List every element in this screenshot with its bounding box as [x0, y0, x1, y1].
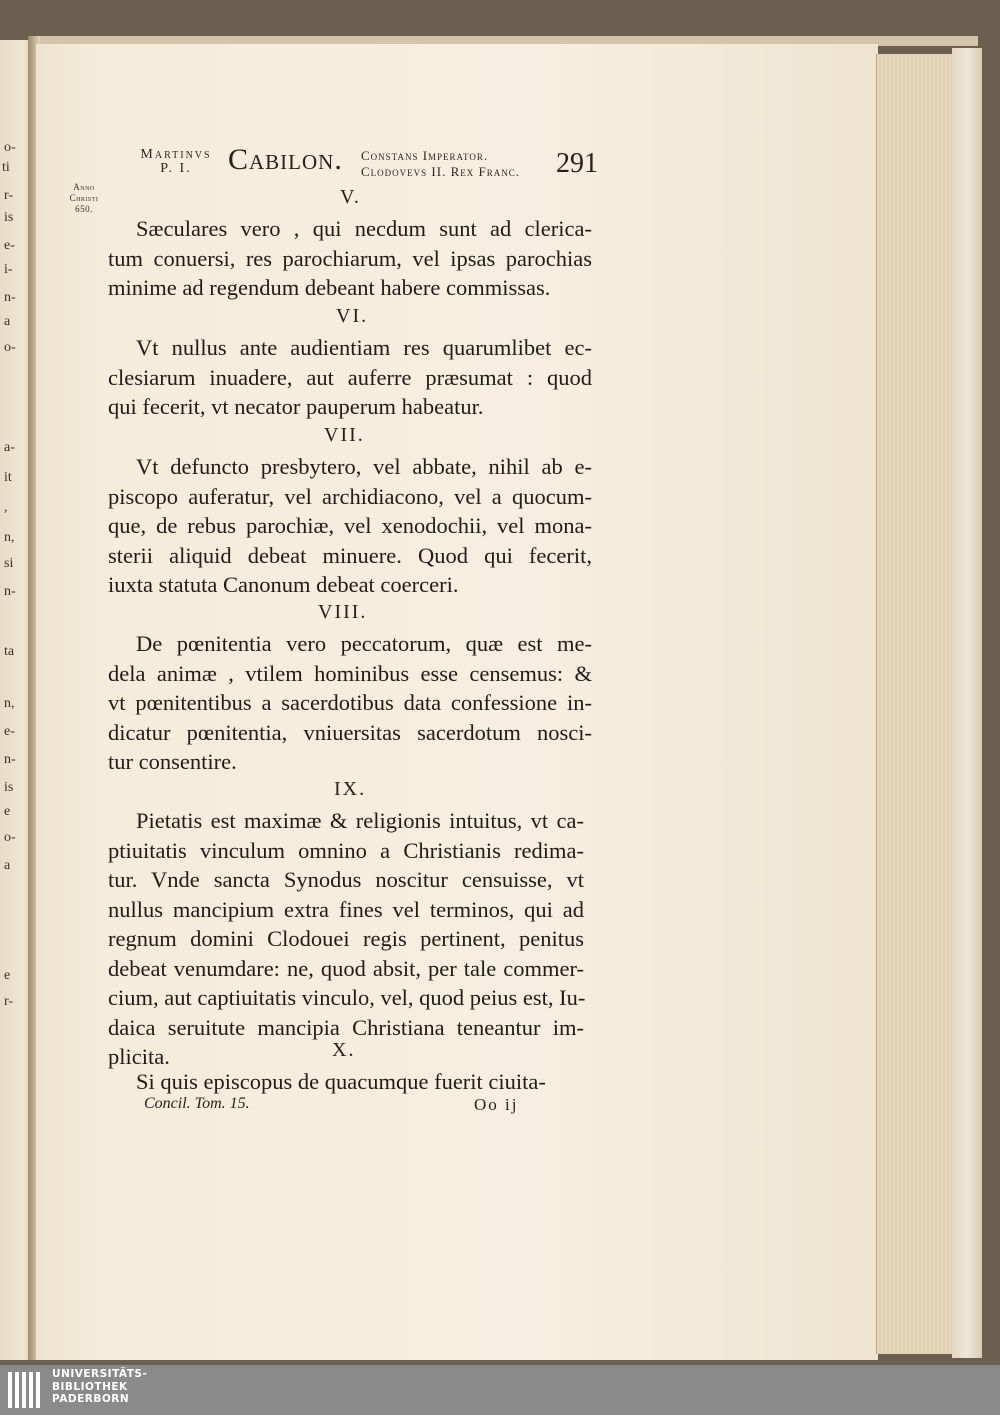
text-line: tur consentire.: [108, 749, 237, 774]
section-paragraph: [108, 806, 584, 1072]
library-name-line3: PADERBORN: [52, 1393, 130, 1405]
footer-signature: Concil. Tom. 15.: [144, 1095, 250, 1112]
section-heading: X.: [332, 1039, 356, 1061]
header-title: Cabilon.: [228, 143, 343, 176]
section-heading: VII.: [324, 424, 365, 446]
left-page-fragment: r-: [4, 994, 14, 1009]
section-heading: V.: [340, 186, 361, 208]
text-line: plicita.: [108, 1044, 170, 1069]
header-left-line1: Martinvs: [140, 147, 212, 162]
margin-note-line2: Christi: [69, 193, 99, 203]
left-page-fragment: ti: [2, 160, 10, 175]
library-name-line1: UNIVERSITÄTS-: [52, 1368, 148, 1380]
text-line: clesiarum inuadere, aut auferre præsumat : quod: [108, 364, 592, 390]
text-line: minime ad regendum debeant habere commissas.: [108, 275, 551, 300]
text-line: De pœnitentia vero peccatorum, quæ est me-: [136, 631, 592, 656]
section-paragraph: [108, 333, 592, 422]
left-page-fragment: si: [4, 556, 14, 571]
left-page-fragment: r-: [4, 188, 14, 203]
margin-note-line3: 650.: [75, 204, 93, 214]
text-line: dicatur pœnitentia, vniuersitas sacerdotum nosci-: [108, 719, 592, 745]
text-line: que, de rebus parochiæ, vel xenodochii, vel mona-: [108, 513, 592, 538]
text-line: dela animæ , vtilem hominibus esse censemus: &: [108, 660, 592, 686]
section-paragraph: [108, 214, 592, 303]
library-name-line2: BIBLIOTHEK: [52, 1380, 128, 1393]
text-line: tur. Vnde sancta Synodus noscitur censuisse, vt: [108, 867, 584, 892]
library-logo-icon: [6, 1370, 46, 1410]
text-line: Vt nullus ante audientiam res quarumlibet ec-: [136, 335, 592, 360]
left-page-fragment: n,: [4, 696, 15, 711]
margin-note-line1: Anno: [73, 182, 95, 192]
left-page-fragment: o-: [4, 140, 16, 155]
left-page-fragment: n-: [4, 290, 16, 305]
text-line: cium, aut captiuitatis vinculo, vel, quod peius est, Iu-: [108, 985, 586, 1010]
text-line: vt pœnitentibus a sacerdotibus data confessione in-: [108, 690, 592, 715]
header-left-line2: P. I.: [160, 161, 192, 176]
left-page-fragment: a-: [4, 440, 15, 455]
text-line: Pietatis est maximæ & religionis intuitus, vt ca-: [136, 808, 584, 833]
text-line: daica seruitute mancipia Christiana teneantur im-: [108, 1014, 584, 1040]
header-right-line2: Clodovevs II. Rex Franc.: [361, 164, 520, 179]
text-line: piscopo auferatur, vel archidiacono, vel a quocum-: [108, 483, 592, 509]
header-left: [130, 148, 222, 176]
left-page-fragment: a: [4, 858, 11, 873]
left-page-fragment: n-: [4, 584, 16, 599]
left-page-fragment: e: [4, 804, 11, 819]
text-line: Sæculares vero , qui necdum sunt ad clerica-: [136, 216, 592, 241]
section-paragraph: [108, 629, 592, 777]
text-line: ptiuitatis vinculum omnino a Christianis redima-: [108, 837, 584, 863]
footer-catchword: Oo ij: [474, 1095, 519, 1114]
text-line: debeat venumdare: ne, quod absit, per tale commer-: [108, 955, 584, 981]
left-page-fragment: e-: [4, 238, 15, 253]
header-right-line1: Constans Imperator.: [361, 148, 489, 163]
section-heading: VIII.: [318, 601, 368, 623]
section-paragraph: [108, 452, 592, 600]
text-line: regnum domini Clodouei regis pertinent, penitus: [108, 926, 584, 951]
text-line: tum conuersi, res parochiarum, vel ipsas parochias: [108, 245, 592, 271]
margin-note: [58, 182, 110, 215]
left-page-fragment: is: [4, 210, 14, 225]
text-line: Si quis episcopus de quacumque fuerit ciuita-: [136, 1069, 546, 1094]
section-heading: VI.: [336, 305, 369, 327]
left-page-fragment: n-: [4, 752, 16, 767]
left-page-fragment: e: [4, 968, 11, 983]
section-paragraph: [108, 1067, 592, 1097]
section-heading: IX.: [334, 778, 367, 800]
left-page-fragment: a: [4, 314, 11, 329]
left-page-fragment: it: [4, 470, 12, 485]
text-line: sterii aliquid debeat minuere. Quod qui fecerit,: [108, 542, 592, 568]
library-name: [52, 1368, 147, 1406]
page-number: 291: [556, 148, 598, 179]
left-page-fragment: o-: [4, 830, 16, 845]
left-page-fragment: ta: [4, 644, 15, 659]
library-bar: [0, 1365, 1000, 1415]
left-page-fragment: n,: [4, 530, 15, 545]
left-page-fragment: e-: [4, 724, 15, 739]
text-line: Vt defuncto presbytero, vel abbate, nihil ab e-: [136, 454, 592, 479]
left-page-fragment: is: [4, 780, 14, 795]
header-right: [361, 148, 547, 180]
left-page-fragment: i-: [4, 262, 13, 277]
text-line: iuxta statuta Canonum debeat coerceri.: [108, 572, 459, 597]
text-line: qui fecerit, vt necator pauperum habeatur.: [108, 394, 484, 419]
left-page-fragment: ,: [4, 500, 8, 515]
text-line: nullus mancipium extra fines vel terminos, qui ad: [108, 896, 584, 922]
left-page-fragment: o-: [4, 340, 16, 355]
